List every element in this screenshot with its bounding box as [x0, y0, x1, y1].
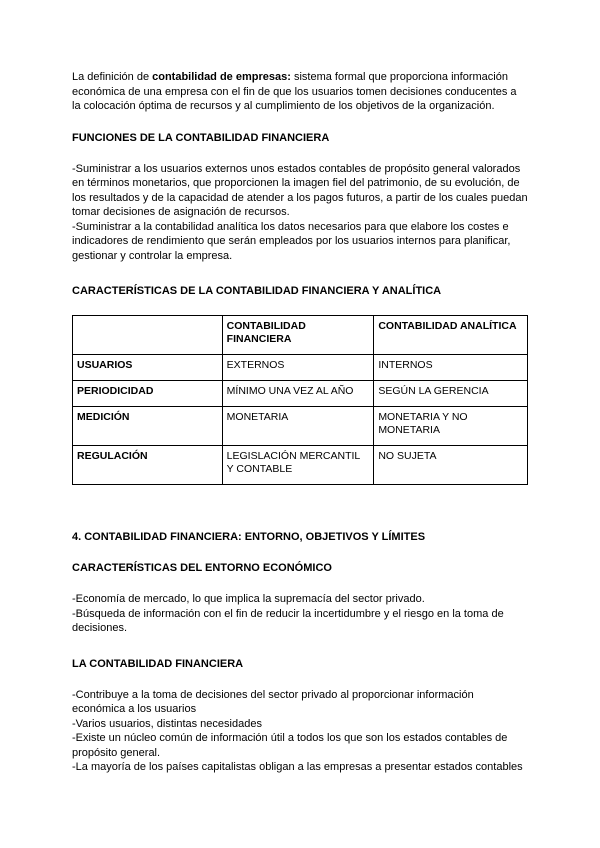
- funciones-list: [72, 162, 528, 264]
- table-cell: LEGISLACIÓN MERCANTIL Y CONTABLE: [222, 446, 374, 485]
- table-cell: SEGÚN LA GERENCIA: [374, 381, 528, 407]
- definition-prefix: La definición de: [72, 71, 153, 83]
- document-page: [72, 70, 528, 775]
- table-row: [73, 355, 528, 381]
- table-cell: MONETARIA Y NO MONETARIA: [374, 407, 528, 446]
- list-item: -Existe un núcleo común de información útil a todos los que son los estados contables de propósito general.: [72, 732, 508, 759]
- list-item: -Varios usuarios, distintas necesidades: [72, 717, 262, 730]
- list-item: -La mayoría de los países capitalistas obligan a las empresas a presentar estados contables: [72, 761, 523, 773]
- entorno-list: [72, 592, 528, 636]
- funciones-heading: FUNCIONES DE LA CONTABILIDAD FINANCIERA: [72, 131, 330, 144]
- list-item: -Suministrar a los usuarios externos unos estados contables de propósito general valorados en términos monetarios, que proporcionen la imagen fiel del patrimonio, de su evolución, de los resultados y de la capacidad de atender a los pagos futuros, a partir de los cuales puedan tomar decisiones de asignación de recursos.: [72, 162, 528, 218]
- table-cell: NO SUJETA: [374, 446, 528, 485]
- table-row-header: USUARIOS: [73, 355, 223, 381]
- table-row-header: PERIODICIDAD: [73, 381, 223, 407]
- entorno-heading: CARACTERÍSTICAS DEL ENTORNO ECONÓMICO: [72, 562, 332, 574]
- list-item: -Búsqueda de información con el fin de reducir la incertidumbre y el riesgo en la toma de decisiones.: [72, 607, 504, 634]
- list-item: -Economía de mercado, lo que implica la supremacía del sector privado.: [72, 593, 425, 605]
- table-cell: INTERNOS: [374, 355, 528, 381]
- table-header-cell: CONTABILIDAD ANALÍTICA: [374, 316, 528, 355]
- list-item: -Contribuye a la toma de decisiones del sector privado al proporcionar información económica a los usuarios: [72, 688, 474, 715]
- table-row: [73, 446, 528, 485]
- list-item: -Suministrar a la contabilidad analítica los datos necesarios para que elabore los costes e indicadores de rendimiento que serán empleados por los usuarios internos para planificar, gestionar y controlar la empresa.: [72, 220, 511, 262]
- table-header-row: [73, 316, 528, 355]
- caracteristicas-heading: CARACTERÍSTICAS DE LA CONTABILIDAD FINANCIERA Y ANALÍTICA: [72, 285, 442, 297]
- section4-heading: 4. CONTABILIDAD FINANCIERA: ENTORNO, OBJETIVOS Y LÍMITES: [72, 531, 426, 543]
- table-cell: MONETARIA: [222, 407, 374, 446]
- cf-list: [72, 688, 528, 775]
- table-header-cell: [73, 316, 223, 355]
- table-row-header: REGULACIÓN: [73, 446, 223, 485]
- table-row-header: MEDICIÓN: [73, 407, 223, 446]
- table-header-cell: CONTABILIDAD FINANCIERA: [222, 316, 374, 355]
- table-row: [73, 381, 528, 407]
- table-cell: MÍNIMO UNA VEZ AL AÑO: [222, 381, 374, 407]
- definition-paragraph: [72, 70, 528, 114]
- definition-text: sistema formal que proporciona información económica de una empresa con el fin de que los usuarios tomen decisiones conducentes a la colocación óptima de recursos y al cumplimiento de los objetivos de la organización.: [72, 71, 517, 112]
- table-cell: EXTERNOS: [222, 355, 374, 381]
- cf-heading: LA CONTABILIDAD FINANCIERA: [72, 657, 244, 670]
- definition-term: contabilidad de empresas:: [152, 71, 291, 83]
- table-row: [73, 407, 528, 446]
- comparison-table: [72, 315, 528, 485]
